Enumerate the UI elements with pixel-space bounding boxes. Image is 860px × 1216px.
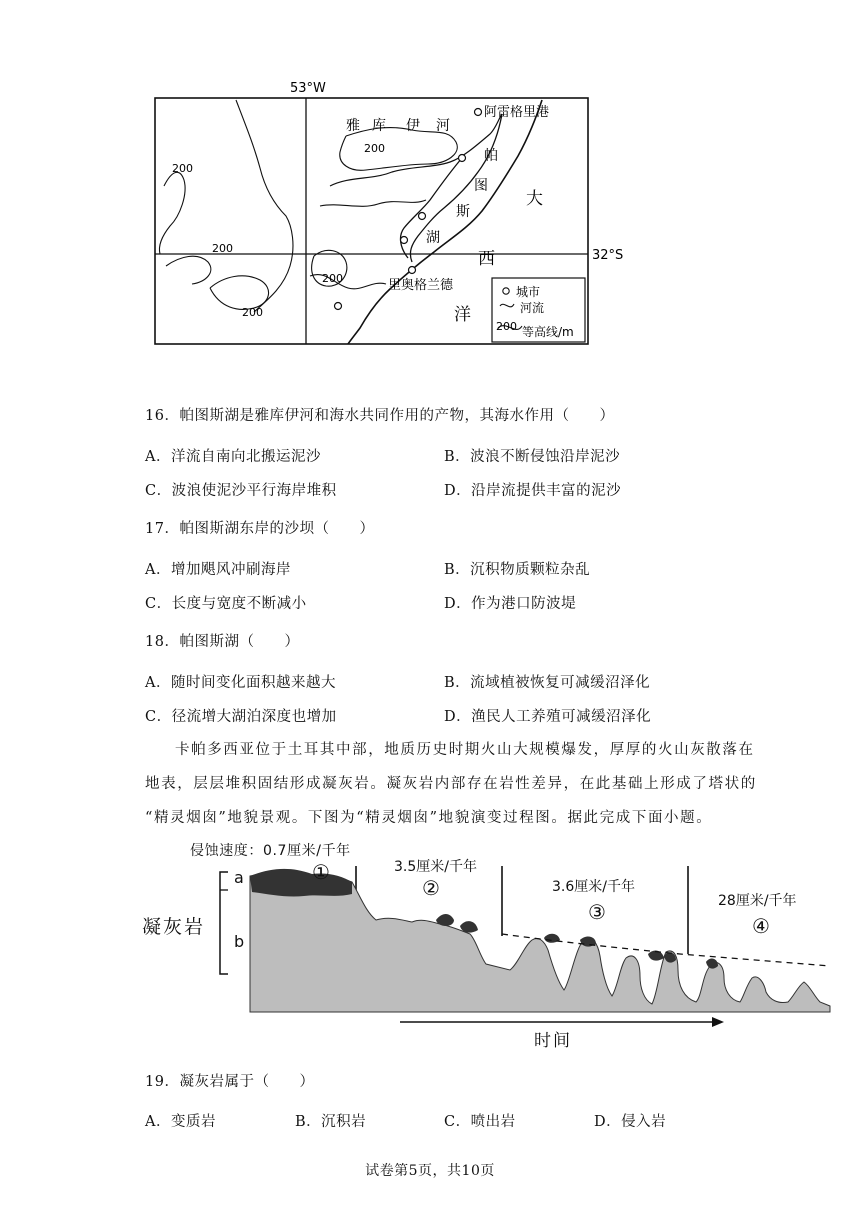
- contour-200-e: [210, 276, 269, 310]
- stage-2-number: ②: [422, 876, 440, 900]
- q18-option-a[interactable]: A．随时间变化面积越来越大: [145, 675, 336, 691]
- city-label-porto-alegre: 阿雷格里港: [484, 105, 550, 120]
- q17-option-a[interactable]: A．增加飓风冲刷海岸: [145, 562, 291, 578]
- q19-option-c[interactable]: C．喷出岩: [444, 1114, 516, 1130]
- river-label-char: 河: [436, 118, 450, 134]
- tuff-bracket: [220, 872, 228, 974]
- ocean-label-char: 洋: [454, 305, 471, 325]
- river-branch: [320, 200, 426, 206]
- city-marker: [419, 213, 426, 220]
- contour-label: 200: [242, 306, 263, 319]
- erosion-rate-label: 侵蚀速度：0.7厘米/千年: [190, 843, 351, 859]
- city-label-rio-grande: 里奥格兰德: [388, 278, 454, 293]
- lake-label-char: 湖: [426, 230, 440, 246]
- city-marker: [335, 303, 342, 310]
- q16-option-a[interactable]: A．洋流自南向北搬运泥沙: [145, 449, 321, 465]
- contour-200-a: [159, 172, 185, 254]
- q18-option-b[interactable]: B．流域植被恢复可减缓沼泽化: [444, 675, 651, 691]
- tuff-label: 凝灰岩: [142, 916, 206, 938]
- passage-line-3: “精灵烟囱”地貌景观。下图为“精灵烟囱”地貌演变过程图。据此完成下面小题。: [145, 810, 713, 826]
- q19-option-a[interactable]: A．变质岩: [145, 1114, 216, 1130]
- contour-200-f: [166, 256, 211, 284]
- q17-option-b[interactable]: B．沉积物质颗粒杂乱: [444, 562, 591, 578]
- lake-label-char: 斯: [456, 204, 470, 220]
- lat-label: 32°S: [592, 248, 624, 263]
- city-marker: [475, 109, 482, 116]
- stage-3-number: ③: [588, 900, 606, 924]
- cap-rock-layer-a: [250, 869, 352, 897]
- fairy-chimney-figure: [140, 836, 840, 1058]
- legend-city-icon: [503, 288, 509, 294]
- patos-lake-map: [150, 76, 624, 350]
- river-label-char: 伊: [406, 118, 420, 134]
- q19-option-b[interactable]: B．沉积岩: [295, 1114, 367, 1130]
- stage-3-rate: 3.6厘米/千年: [552, 879, 635, 895]
- legend-city-label: 城市: [516, 285, 541, 299]
- stage-4-rate: 28厘米/千年: [718, 893, 797, 909]
- city-marker: [409, 267, 416, 274]
- legend-river-label: 河流: [520, 301, 545, 315]
- question-17-stem: 17．帕图斯湖东岸的沙坝（ ）: [145, 521, 375, 537]
- map-figure: [150, 76, 624, 350]
- city-marker: [401, 237, 408, 244]
- contour-200-b: [236, 100, 293, 312]
- time-label: 时间: [534, 1031, 572, 1051]
- stage-4-number: ④: [752, 914, 770, 938]
- fairy-chimney-diagram: [140, 836, 840, 1058]
- contour-label: 200: [322, 272, 343, 285]
- river-label-char: 库: [372, 118, 386, 134]
- lon-label: 53°W: [290, 81, 326, 96]
- time-arrow-head: [712, 1017, 724, 1027]
- q18-option-c[interactable]: C．径流增大湖泊深度也增加: [145, 709, 337, 725]
- question-16-stem: 16．帕图斯湖是雅库伊河和海水共同作用的产物，其海水作用（ ）: [145, 408, 615, 424]
- legend-contour-value: 200: [496, 320, 517, 333]
- legend-contour-label: 等高线/m: [522, 325, 574, 339]
- ocean-label-char: 大: [526, 189, 543, 209]
- ocean-label-char: 西: [478, 249, 495, 269]
- lake-label-char: 图: [474, 178, 488, 194]
- river-label-char: 雅: [346, 118, 360, 134]
- q17-option-d[interactable]: D．作为港口防波堤: [444, 596, 577, 612]
- question-18-stem: 18．帕图斯湖（ ）: [145, 634, 300, 650]
- city-marker: [459, 155, 466, 162]
- stage-2-rate: 3.5厘米/千年: [394, 859, 477, 875]
- contour-label: 200: [212, 242, 233, 255]
- q16-option-b[interactable]: B．波浪不断侵蚀沿岸泥沙: [444, 449, 621, 465]
- layer-a-label: a: [234, 868, 244, 887]
- question-19-stem: 19．凝灰岩属于（ ）: [145, 1074, 315, 1090]
- page-footer: 试卷第5页，共10页: [365, 1163, 495, 1179]
- q16-option-c[interactable]: C．波浪使泥沙平行海岸堆积: [145, 483, 337, 499]
- q19-option-d[interactable]: D．侵入岩: [594, 1114, 667, 1130]
- layer-b-label: b: [234, 932, 245, 951]
- q17-option-c[interactable]: C．长度与宽度不断减小: [145, 596, 307, 612]
- q16-option-d[interactable]: D．沿岸流提供丰富的泥沙: [444, 483, 622, 499]
- passage-line-1: 卡帕多西亚位于土耳其中部，地质历史时期火山大规模爆发，厚厚的火山灰散落在: [175, 742, 755, 758]
- stage-1-number: ①: [312, 860, 330, 884]
- passage-line-2: 地表，层层堆积固结形成凝灰岩。凝灰岩内部存在岩性差异，在此基础上形成了塔状的: [145, 776, 757, 792]
- contour-label: 200: [364, 142, 385, 155]
- contour-label: 200: [172, 162, 193, 175]
- lake-label-char: 帕: [484, 148, 498, 164]
- q18-option-d[interactable]: D．渔民人工养殖可减缓沼泽化: [444, 709, 652, 725]
- cap-rock: [706, 959, 718, 969]
